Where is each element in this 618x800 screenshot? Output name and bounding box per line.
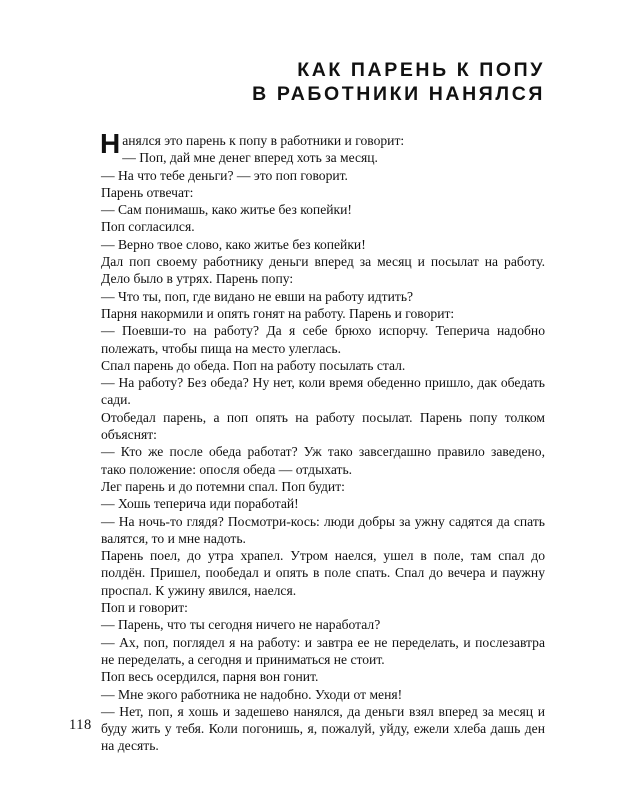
paragraph: Спал парень до обеда. Поп на работу посылать стал. [101,357,406,373]
paragraph: — На ночь-то глядя? Посмотри-кось: люди добры за ужну садятся да спать валятся, то и мне надоть. [101,513,545,546]
drop-cap: Н [100,128,121,159]
paragraph: — Верно твое слово, како житье без копейки! [101,236,366,252]
paragraph: Парень поел, до утра храпел. Утром наелся, ушел в поле, там спал до полдён. Пришел, пообедал и опять в поле спать. Спал до вечера и паужну проспал. К ужину явился, наелся. [101,548,545,598]
paragraph: — Нет, поп, я хошь и задешево нанялся, да деньги взял вперед за месяц и буду жить у тебя. Коли погонишь, я, пожалуй, уйду, ежели хлеба дашь ден на десять. [101,703,545,754]
paragraph: Поп весь осердился, парня вон гонит. [101,669,319,685]
paragraph: — На работу? Без обеда? Ну нет, коли время обеденно пришло, дак обедать сади. [101,375,545,408]
paragraph: — Ах, поп, поглядел я на работу: и завтра ее не переделать, и послезавтра не переделать, а сегодня и приниматься не стоит. [101,634,545,667]
story-title [230,58,545,106]
paragraph: — Что ты, поп, где видано не евши на работу идтить? [101,288,414,304]
paragraph: — На что тебе деньги? — это поп говорит. [101,167,348,183]
page-number: 118 [69,717,92,733]
paragraph: — Мне экого работника не надобно. Уходи от меня! [101,686,403,702]
title-line-2: В РАБОТНИКИ НАНЯЛСЯ [252,83,545,105]
paragraph: Парня накормили и опять гонят на работу. Парень и говорит: [101,305,455,321]
paragraph: — Поп, дай мне денег вперед хоть за месяц. [122,150,378,166]
first-paragraph-text: анялся это парень к попу в работники и говорит: [122,133,405,148]
paragraph: — Кто же после обеда работат? Уж тако завсегдашно правило заведено, тако положение: опосля обеда — отдыхать. [101,444,545,477]
paragraph: Парень отвечат: [101,184,194,200]
paragraph: Поп и говорит: [101,600,188,616]
paragraph: Дал поп своему работнику деньги вперед за месяц и посылат на работу. Дело было в утрях. Парень попу: [101,254,545,287]
paragraph: Отобедал парень, а поп опять на работу посылат. Парень попу толком объяснят: [101,409,545,443]
paragraph: — Сам понимашь, како житье без копейки! [101,202,352,218]
title-line-1: КАК ПАРЕНЬ К ПОПУ [297,59,545,81]
paragraph: — Хошь теперича иди поработай! [101,496,299,512]
paragraph: Лег парень и до потемни спал. Поп будит: [101,478,345,494]
paragraph: — Поевши-то на работу? Да я себе брюхо испорчу. Теперича надобно полежать, чтобы пища на место улеглась. [101,323,545,356]
paragraph: Поп согласился. [101,219,195,235]
story-text [100,128,545,755]
paragraph: — Парень, что ты сегодня ничего не наработал? [101,617,381,633]
